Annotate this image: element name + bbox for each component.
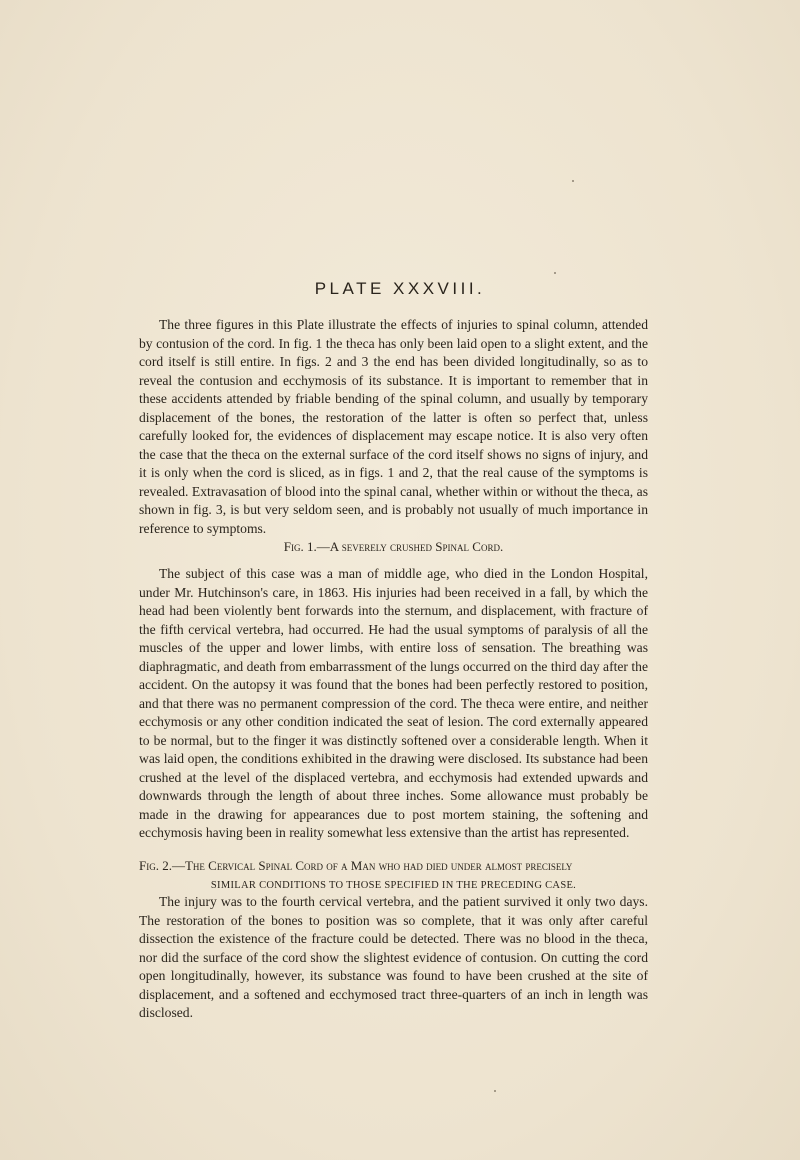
fig1-heading: Fig. 1.—A severely crushed Spinal Cord. bbox=[283, 539, 504, 554]
plate-title: PLATE XXXVIII. bbox=[314, 279, 486, 298]
fig2-heading-line2: SIMILAR CONDITIONS TO THOSE SPECIFIED IN THE PRECEDING CASE. bbox=[210, 880, 577, 891]
fig2-heading-line1: Fig. 2.—The Cervical Spinal Cord of a Man who had died under almost precisely bbox=[139, 858, 573, 873]
paper-speck bbox=[572, 180, 574, 182]
fig1-paragraph: The subject of this case was a man of middle age, who died in the London Hospital, under Mr. Hutchinson's care, in 1863. His injuries had been received in a fall, by which the head had been violently bent forwards into the sternum, and displacement, with fracture of the fifth cervical vertebra, had occurred. He had the usual symptoms of paralysis of all the muscles of the upper and lower limbs, with entire loss of sensation. The breathing was diaphragmatic, and death from embarrassment of the lungs occurred on the third day after the accident. On the autopsy it was found that the bones had been perfectly restored to position, and that there was no permanent compression of the cord. The theca were entire, and neither ecchymosis or any other condition indicated the seat of lesion. The cord externally appeared to be normal, but to the finger it was distinctly softened over a considerable length. When it was laid open, the conditions exhibited in the drawing were disclosed. Its substance had been crushed at the level of the displaced vertebra, and ecchymosis had extended upwards and downwards through the length of about three inches. Some allowance must probably be made in the drawing for appearances due to post mortem staining, the softening and ecchymosis having been in reality somewhat less extensive than the artist has represented. bbox=[139, 566, 648, 840]
intro-paragraph: The three figures in this Plate illustrate the effects of injuries to spinal column, attended by contusion of the cord. In fig. 1 the theca has only been laid open to a slight extent, and the cord itself is still entire. In figs. 2 and 3 the end has been divided longitudinally, so as to reveal the contusion and ecchymosis of its substance. It is important to remember that in these accidents attended by friable bending of the spinal column, and usually by temporary displacement of the bones, the restoration of the latter is often so perfect that, unless carefully looked for, the evidences of displacement may escape notice. It is also very often the case that the theca on the external surface of the cord itself shows no signs of injury, and it is only when the cord is sliced, as in figs. 1 and 2, that the real cause of the symptoms is revealed. Extravasation of blood into the spinal canal, whether within or without the theca, as shown in fig. 3, is but very seldom seen, and is probably not usually of much importance in reference to symptoms. bbox=[139, 317, 648, 536]
paper-speck bbox=[554, 272, 556, 274]
paper-speck bbox=[494, 1090, 496, 1092]
fig2-heading bbox=[139, 856, 648, 896]
fig2-paragraph: The injury was to the fourth cervical vertebra, and the patient survived it only two days. The restoration of the bones to position was so complete, that it was only after careful dissection the existence of the fracture could be detected. There was no blood in the theca, nor did the surface of the cord show the slightest evidence of contusion. On cutting the cord open longitudinally, however, its substance was found to have been crushed at the site of displacement, and a softened and ecchymosed tract three-quarters of an inch in length was disclosed. bbox=[139, 894, 648, 1020]
